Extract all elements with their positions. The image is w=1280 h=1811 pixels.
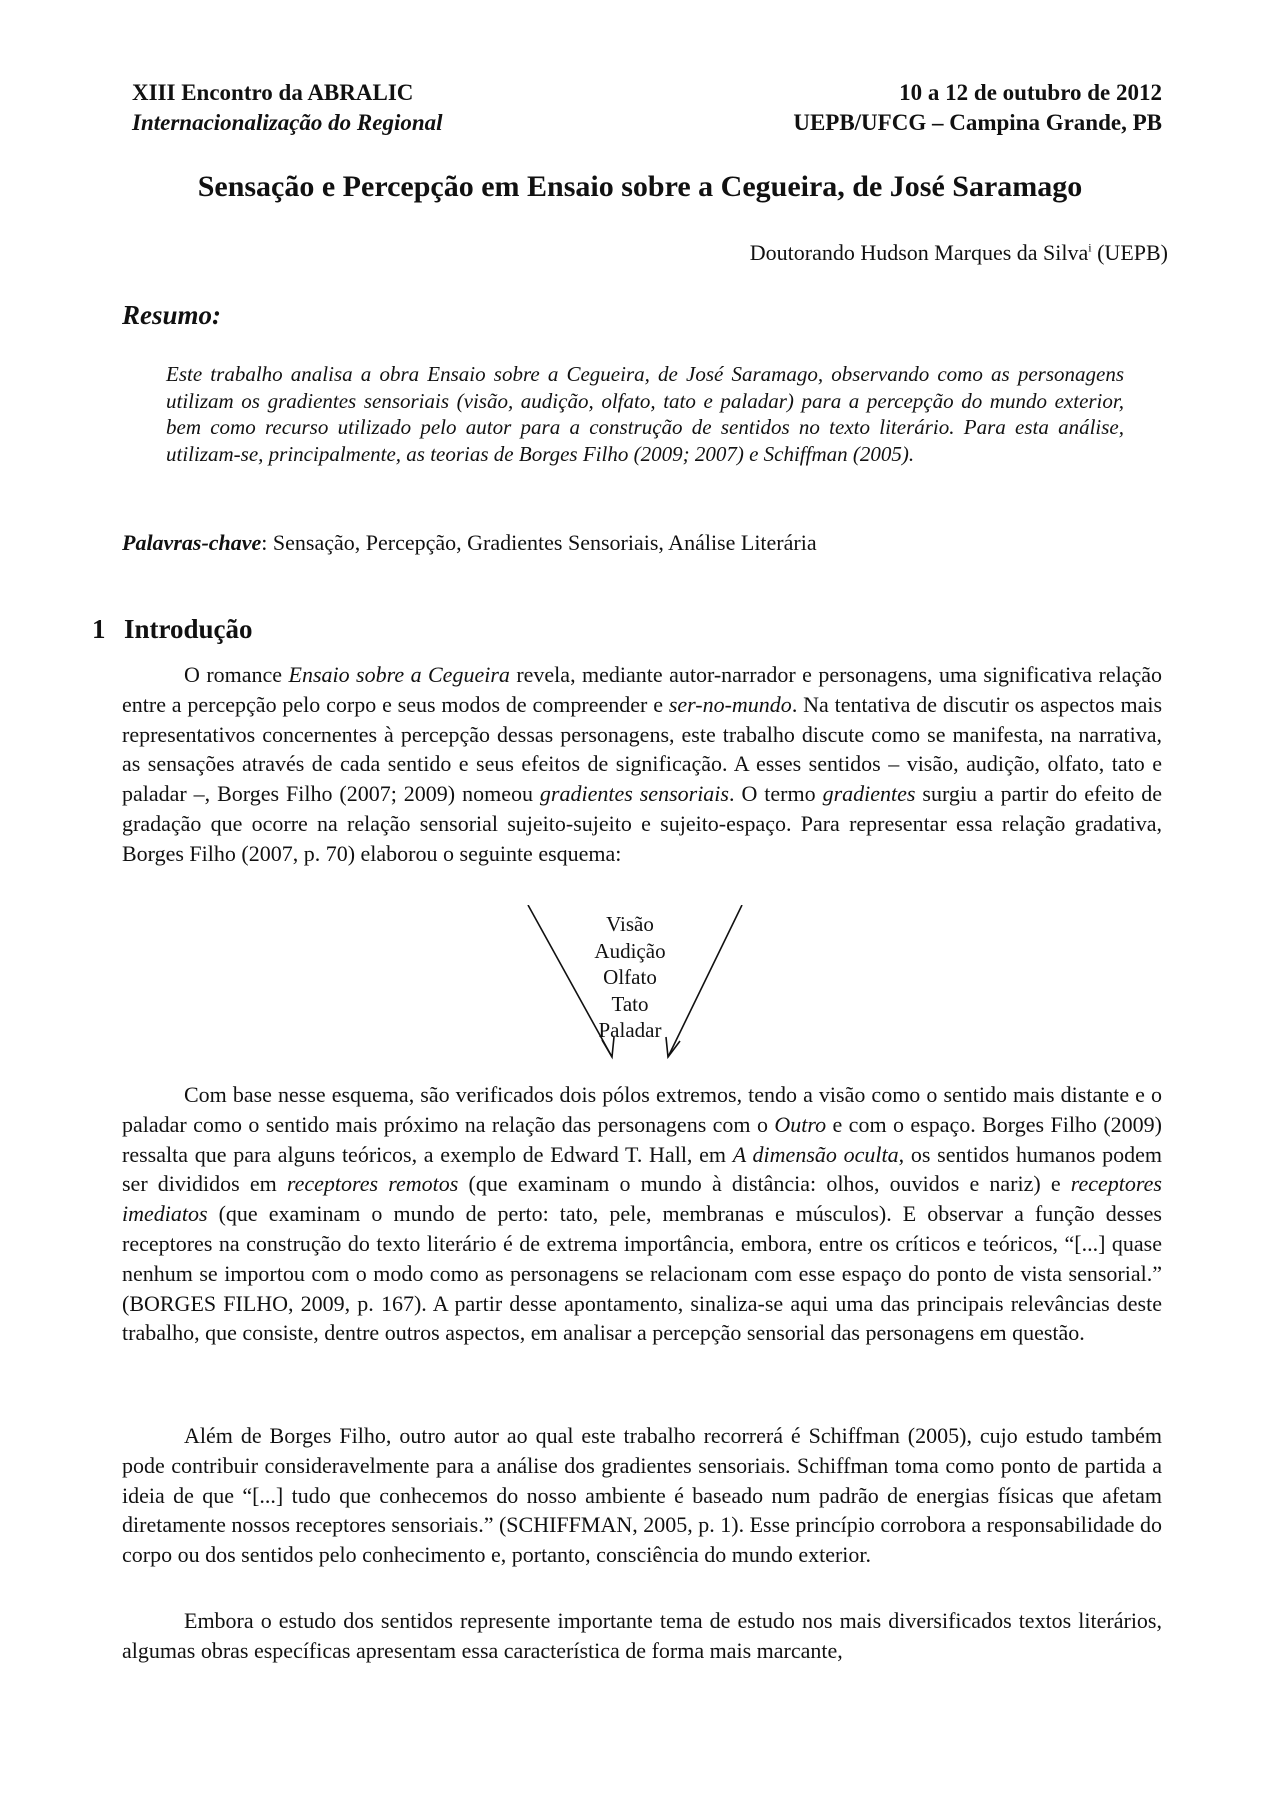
event-location: UEPB/UFCG – Campina Grande, PB — [793, 110, 1162, 135]
author-name: Doutorando Hudson Marques da Silva — [749, 240, 1089, 265]
senses-list — [490, 911, 770, 1044]
sense-audicao: Audição — [594, 938, 666, 963]
event-dates: 10 a 12 de outubro de 2012 — [899, 80, 1162, 105]
footnote-mark[interactable]: i — [1088, 240, 1092, 255]
paragraph-3: Além de Borges Filho, outro autor ao qual este trabalho recorrerá é Schiffman (2005), cujo estudo também pode contribuir consideravelmente para a análise dos gradientes sensoriais. Schiffman toma como ponto de partida a ideia de que “[...] tudo que conhecemos do nosso ambiente é baseado num padrão de energias físicas que afetam diretamente nossos receptores sensoriais.” (SCHIFFMAN, 2005, p. 1). Esse princípio corrobora a responsabilidade do corpo ou dos sentidos pelo conhecimento e, portanto, consciência do mundo exterior. — [122, 1423, 1162, 1568]
keywords-values: Sensação, Percepção, Gradientes Sensoriais, Análise Literária — [272, 530, 817, 555]
author-line — [750, 240, 1168, 266]
paragraph-1: O romance Ensaio sobre a Cegueira revela, mediante autor-narrador e personagens, uma significativa relação entre a percepção pelo corpo e seus modos de compreender e ser-no-mundo. Na tentativa de discutir os aspectos mais representativos concernentes à percepção dessas personagens, este trabalho discute como se manifesta, na narrativa, as sensações através de cada sentido e seus efeitos de significação. A esses sentidos – visão, audição, olfato, tato e paladar –, Borges Filho (2007; 2009) nomeou gradientes sensoriais. O termo gradientes surgiu a partir do efeito de gradação que ocorre na relação sensorial sujeito-sujeito e sujeito-espaço. Para representar essa relação gradativa, Borges Filho (2007, p. 70) elaborou o seguinte esquema: — [122, 662, 1163, 866]
paper-title: Sensação e Percepção em Ensaio sobre a Cegueira, de José Saramago — [197, 170, 1083, 203]
conference-header-right — [793, 78, 1162, 138]
paragraph-2: Com base nesse esquema, são verificados dois pólos extremos, tendo a visão como o sentido mais distante e o paladar como o sentido mais próximo na relação das personagens com o Outro e com o espaço. Borges Filho (2009) ressalta que para alguns teóricos, a exemplo de Edward T. Hall, em A dimensão oculta, os sentidos humanos podem ser divididos em receptores remotos (que examinam o mundo à distância: olhos, ouvidos e nariz) e receptores imediatos (que examinam o mundo de perto: tato, pele, membranas e músculos). E observar a função desses receptores na construção do texto literário é de extrema importância, embora, entre os críticos e teóricos, “[...] quase nenhum se importou com o modo como as personagens se relacionam com esse espaço do ponto de vista sensorial.” (BORGES FILHO, 2009, p. 167). A partir desse apontamento, sinaliza-se aqui uma das principais relevâncias deste trabalho, que consiste, dentre outros aspectos, em analisar a percepção sensorial das personagens em questão. — [122, 1082, 1163, 1346]
sense-olfato: Olfato — [603, 965, 657, 989]
author-affiliation: (UEPB) — [1097, 240, 1168, 265]
section-heading — [92, 614, 253, 645]
sense-visao: Visão — [606, 912, 654, 936]
section-number: 1 — [92, 614, 106, 644]
event-theme: Internacionalização do Regional — [132, 110, 443, 135]
keywords-label: Palavras-chave — [122, 530, 262, 555]
sense-paladar: Paladar — [598, 1018, 662, 1042]
abstract-heading: Resumo: — [122, 300, 222, 330]
abstract-text: Este trabalho analisa a obra Ensaio sobre a Cegueira, de José Saramago, observando como as personagens utilizam os gradientes sensoriais (visão, audição, olfato, tato e paladar) para a percepção do mundo exterior, bem como recurso utilizado pelo autor para a construção de sentidos no texto literário. Para esta análise, utilizam-se, principalmente, as teorias de Borges Filho (2009; 2007) e Schiffman (2005). — [166, 362, 1124, 466]
sensory-gradient-diagram — [490, 905, 770, 1065]
paragraph-4: Embora o estudo dos sentidos represente importante tema de estudo nos mais diversificados textos literários, algumas obras específicas apresentam essa característica de forma mais marcante, — [122, 1608, 1162, 1663]
section-title: Introdução — [124, 614, 253, 644]
sense-tato: Tato — [611, 991, 649, 1016]
event-name: XIII Encontro da ABRALIC — [132, 80, 414, 105]
conference-header-left — [132, 78, 443, 138]
keywords: Palavras-chave: Sensação, Percepção, Gradientes Sensoriais, Análise Literária — [122, 530, 817, 555]
